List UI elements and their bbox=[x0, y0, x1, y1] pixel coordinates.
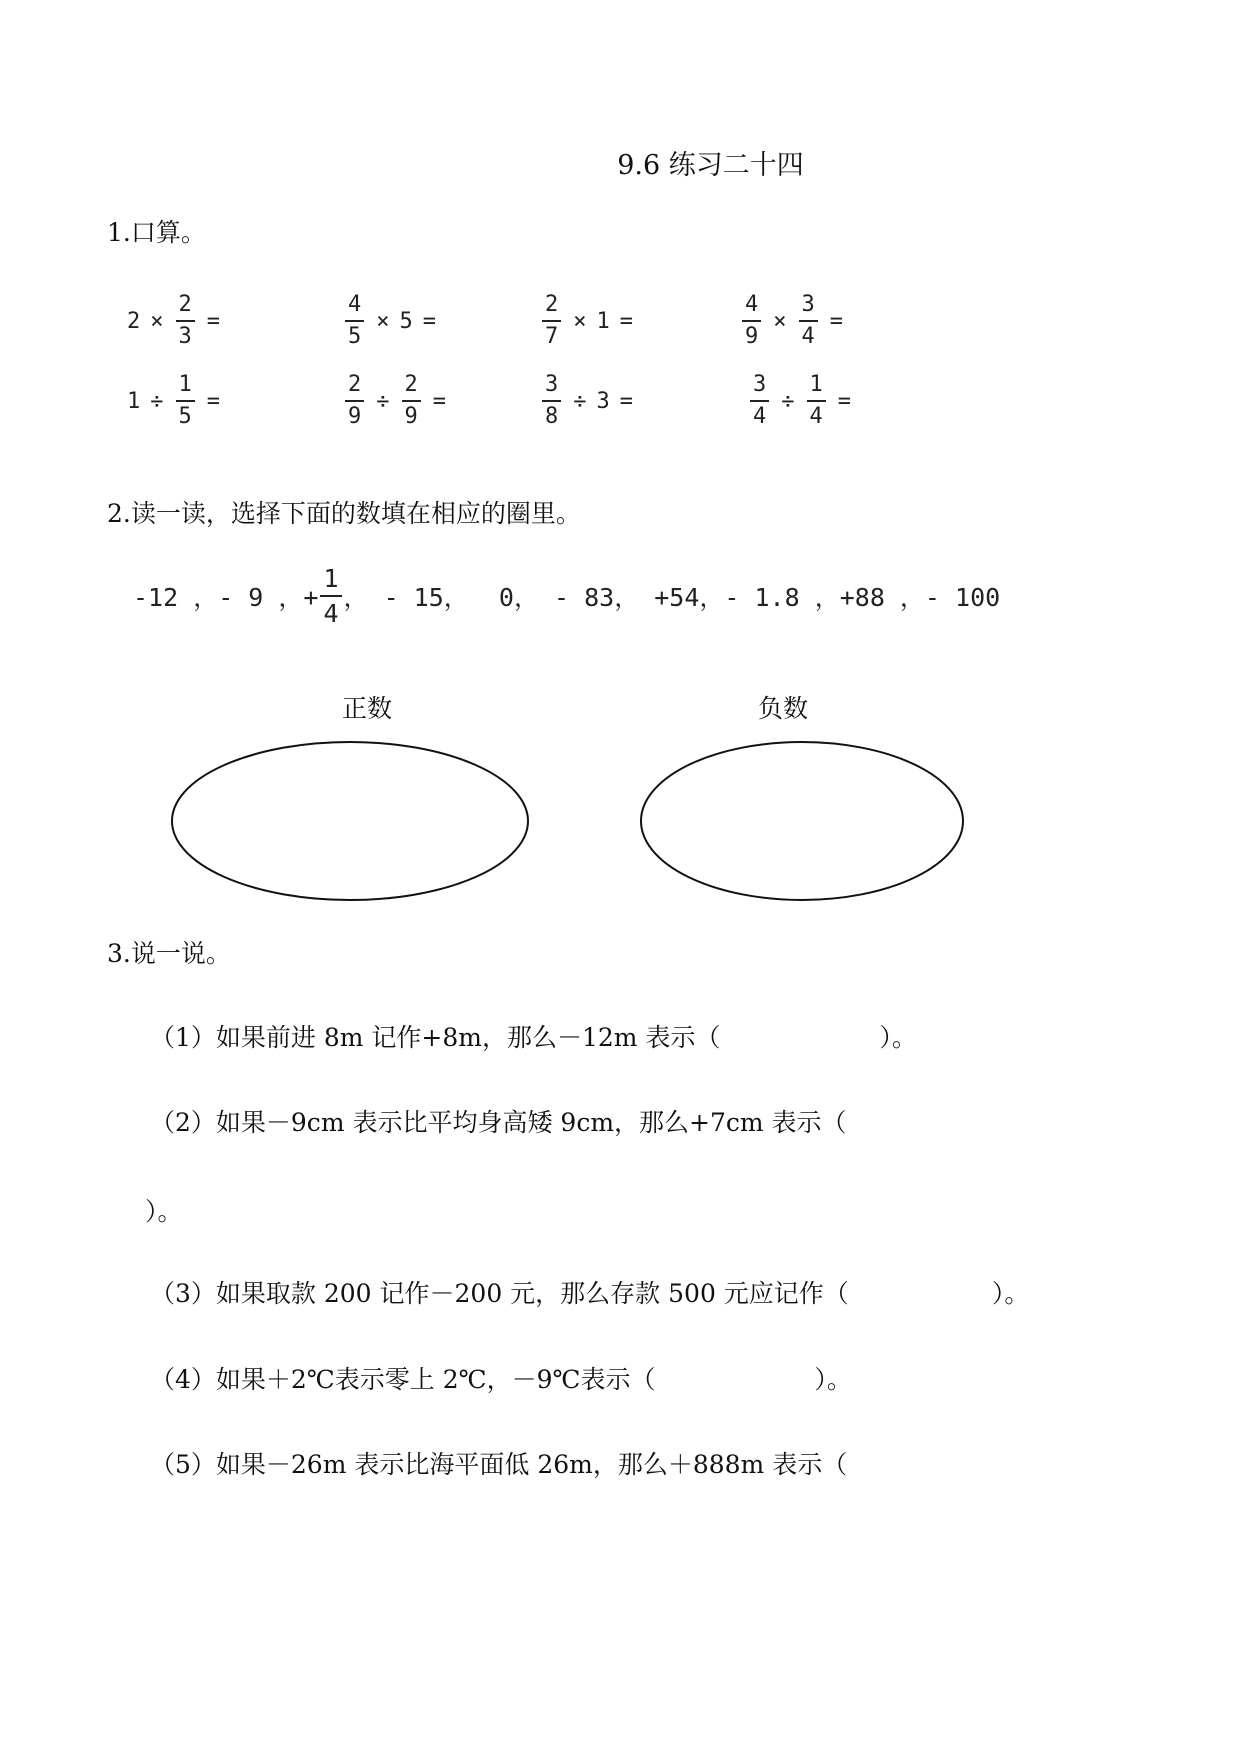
operator: = bbox=[619, 308, 633, 334]
fraction-numerator: 1 bbox=[809, 372, 823, 397]
fraction-denominator: 9 bbox=[745, 324, 759, 349]
question-4: （4）如果＋2℃表示零上 2℃，－9℃表示（ ）。 bbox=[150, 1365, 852, 1394]
operator: = bbox=[422, 308, 436, 334]
positive-circle[interactable] bbox=[172, 742, 528, 900]
fraction-numerator: 3 bbox=[753, 372, 767, 397]
question-2: （2）如果－9cm 表示比平均身高矮 9cm，那么+7cm 表示（ bbox=[150, 1108, 847, 1137]
question-3: （3）如果取款 200 记作－200 元，那么存款 500 元应记作（ ）。 bbox=[150, 1279, 1030, 1308]
fraction-denominator: 8 bbox=[545, 404, 559, 429]
operator: × bbox=[150, 308, 164, 334]
number: 1 bbox=[127, 388, 141, 414]
operator: ÷ bbox=[781, 388, 795, 414]
section2-heading: 2.读一读，选择下面的数填在相应的圈里。 bbox=[107, 499, 581, 528]
fraction-numerator: 2 bbox=[545, 292, 559, 317]
fraction-denominator: 5 bbox=[178, 404, 192, 429]
fraction-denominator: 9 bbox=[404, 404, 418, 429]
fraction-numerator: 4 bbox=[348, 292, 362, 317]
number: 3 bbox=[596, 388, 610, 414]
fraction-denominator: 4 bbox=[801, 324, 815, 349]
operator: ÷ bbox=[376, 388, 390, 414]
fraction-numerator: 3 bbox=[545, 372, 559, 397]
number-list-before: -12 ，- 9 ，+ bbox=[133, 583, 319, 612]
fraction-numerator: 2 bbox=[178, 292, 192, 317]
fraction-denominator: 3 bbox=[178, 324, 192, 349]
number: 2 bbox=[127, 308, 141, 334]
fraction-denominator: 4 bbox=[323, 599, 339, 628]
section3-heading: 3.说一说。 bbox=[107, 939, 231, 968]
operator: × bbox=[376, 308, 390, 334]
operator: = bbox=[837, 388, 851, 414]
page-title: 9.6 练习二十四 bbox=[617, 150, 804, 181]
negative-label: 负数 bbox=[758, 694, 809, 723]
operator: × bbox=[773, 308, 787, 334]
positive-label: 正数 bbox=[342, 694, 393, 723]
operator: = bbox=[829, 308, 843, 334]
fraction-numerator: 1 bbox=[323, 564, 339, 593]
question-5: （5）如果－26m 表示比海平面低 26m，那么＋888m 表示（ bbox=[150, 1450, 848, 1479]
operator: × bbox=[573, 308, 587, 334]
operator: ÷ bbox=[573, 388, 587, 414]
negative-circle[interactable] bbox=[641, 742, 963, 900]
fraction-denominator: 7 bbox=[545, 324, 559, 349]
operator: = bbox=[432, 388, 446, 414]
question-1: （1）如果前进 8m 记作+8m，那么－12m 表示（ ）。 bbox=[150, 1023, 917, 1052]
section1-heading: 1.口算。 bbox=[107, 218, 206, 247]
operator: ÷ bbox=[150, 388, 164, 414]
number-list-after: ， - 15， 0， - 83， +54，- 1.8 ，+88 ，- 100 bbox=[343, 583, 1001, 612]
fraction-denominator: 5 bbox=[348, 324, 362, 349]
question-2-continued: ）。 bbox=[145, 1197, 183, 1226]
fraction-numerator: 3 bbox=[801, 292, 815, 317]
fraction-denominator: 4 bbox=[753, 404, 767, 429]
fraction-numerator: 2 bbox=[404, 372, 418, 397]
fraction-numerator: 1 bbox=[178, 372, 192, 397]
fraction-numerator: 2 bbox=[348, 372, 362, 397]
operator: = bbox=[619, 388, 633, 414]
fraction-denominator: 4 bbox=[809, 404, 823, 429]
operator: = bbox=[206, 388, 220, 414]
number: 1 bbox=[596, 308, 610, 334]
number: 5 bbox=[399, 308, 413, 334]
operator: = bbox=[206, 308, 220, 334]
fraction-numerator: 4 bbox=[745, 292, 759, 317]
fraction-denominator: 9 bbox=[348, 404, 362, 429]
